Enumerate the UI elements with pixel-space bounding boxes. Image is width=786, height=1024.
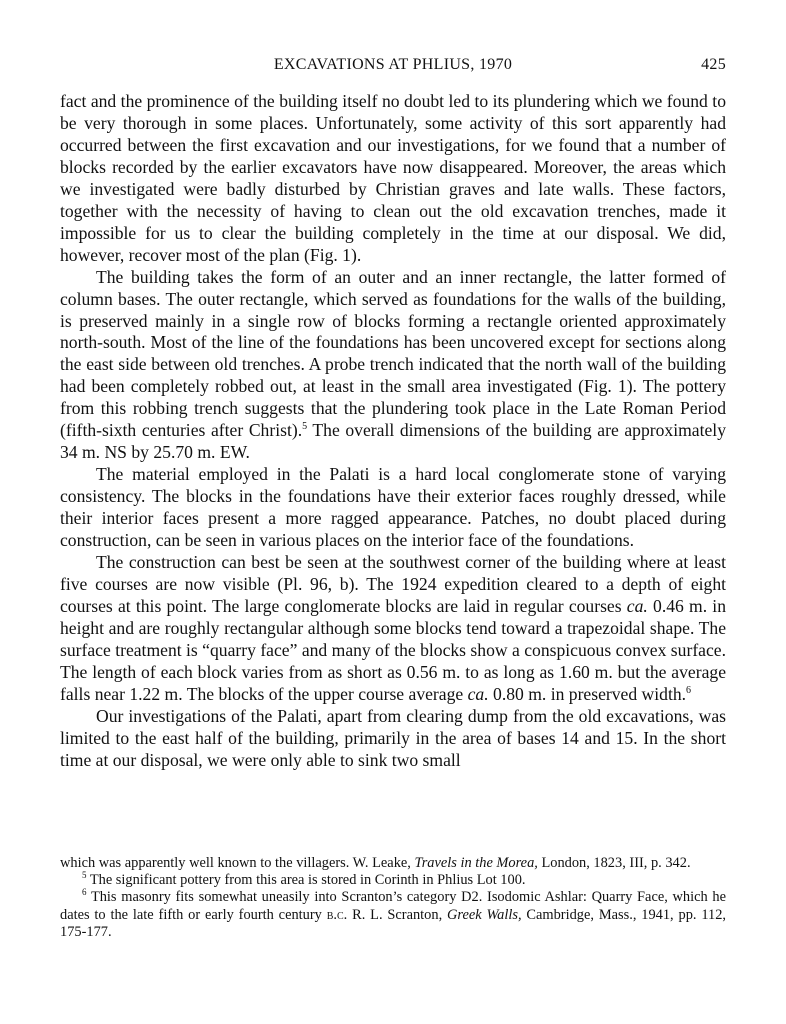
running-header [60,56,726,78]
footnote-6-text-b: R. L. Scranton, [347,906,448,923]
footnote-6-bc: b.c. [326,906,348,923]
footnote-4-text-b: London, 1823, III, p. 342. [537,855,691,871]
paragraph-4-text-c: 0.80 m. in preserved width. [488,683,687,704]
paragraph-4-ca-1: ca. [626,595,648,616]
footnote-6 [60,889,726,941]
footnote-4-continued [60,855,726,872]
paragraph-3: The material employed in the Palati is a hard local conglomerate stone of varying consistency. The blocks in the foundations have their exterior faces roughly dressed, while their interior faces present a more ragged appearance. Patches, no doubt placed during construction, can be seen in various places on the interior face of the foundations. [60,464,726,551]
footnotes [60,855,726,941]
footnote-6-text-a: This masonry fits somewhat uneasily into Scranton’s category D2. Isodomic Ashlar: Quarry Face, which he dates to the late fifth or early fourth century [60,889,726,923]
footnote-6-text-c: Cambridge, Mass., 1941, pp. 112, 175-177. [60,906,727,940]
running-title: EXCAVATIONS AT PHLIUS, 1970 [273,56,513,73]
footnote-4-title: Travels in the Morea, [414,855,538,871]
paragraph-5: Our investigations of the Palati, apart from clearing dump from the old excavations, was limited to the east half of the building, primarily in the area of bases 14 and 15. In the short time at our disposal, we were only able to sink two small [60,705,726,770]
paragraph-4 [60,552,726,706]
footnote-6-title: Greek Walls, [447,906,522,923]
main-text [60,91,726,772]
footnote-ref-5: 5 [302,421,308,433]
footnote-ref-6: 6 [686,684,692,696]
footnote-5-mark: 5 [82,870,87,881]
footnote-5 [60,872,726,889]
paragraph-2-text-a: The building takes the form of an outer and an inner rectangle, the latter formed of column bases. The outer rectangle, which served as foundations for the walls of the building, is preserved mainly in a single row of blocks forming a rectangle oriented approximately north-south. Most of the line of the foundations has been uncovered except for sections along the east side between old trenches. A probe trench indicated that the north wall of the building had been completely robbed out, at least in the small area investigated (Fig. 1). The pottery from this robbing trench suggests that the plundering took place in the Late Roman Period (fifth-sixth centuries after Christ). [60,266,726,441]
footnote-6-mark: 6 [82,887,87,898]
paragraph-1: fact and the prominence of the building itself no doubt led to its plundering which we found to be very thorough in some places. Unfortunately, some activity of this sort apparently had occurred between the first excavation and our investigations, for we found that a number of blocks recorded by the earlier excavators have now disappeared. Moreover, the areas which we investigated were badly disturbed by Christian graves and late walls. These factors, together with the necessity of having to clean out the old excavation trenches, made it impossible for us to clear the building completely in the time at our disposal. We did, however, recover most of the plan (Fig. 1). [60,91,726,265]
footnote-4-text-a: which was apparently well known to the villagers. W. Leake, [60,855,415,871]
paragraph-4-ca-2: ca. [467,683,489,704]
paragraph-4-text-b: 0.46 m. in height and are roughly rectangular although some blocks tend toward a trapezoidal shape. The surface treatment is “quarry face” and many of the blocks show a conspicuous convex surface. The length of each block varies from as short as 0.56 m. to as long as 1.60 m. but the average falls near 1.22 m. The blocks of the upper course average [60,595,726,704]
footnote-5-text: The significant pottery from this area is stored in Corinth in Phlius Lot 100. [86,872,526,889]
paragraph-2-text-b: The overall dimensions of the building are approximately 34 m. NS by 25.70 m. EW. [60,420,726,463]
paragraph-2 [60,267,726,465]
page-number: 425 [701,56,726,73]
paragraph-4-text-a: The construction can best be seen at the southwest corner of the building where at least five courses are now visible (Pl. 96, b). The 1924 expedition cleared to a depth of eight courses at this point. The large conglomerate blocks are laid in regular courses [60,552,726,616]
